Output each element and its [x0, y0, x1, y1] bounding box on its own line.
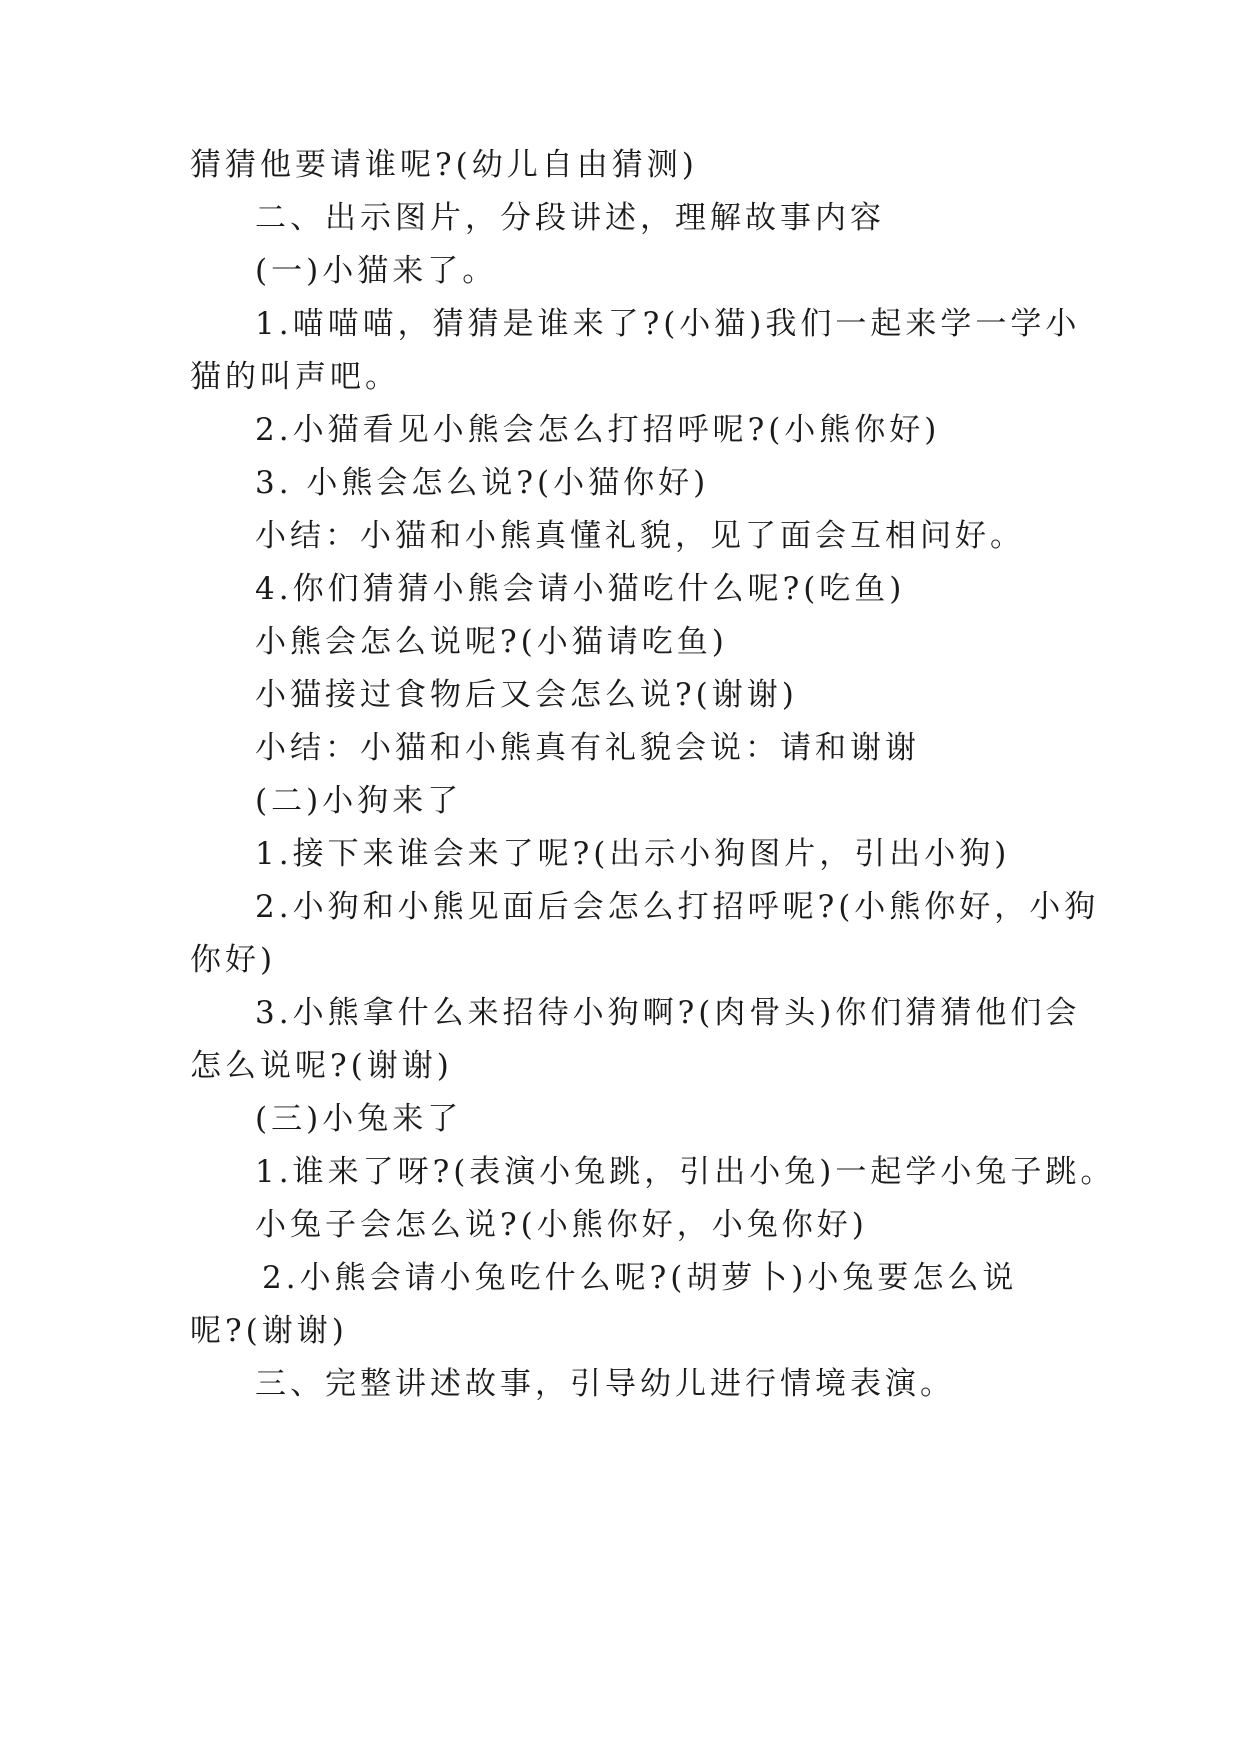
- text-line: 小猫接过食物后又会怎么说?(谢谢): [255, 677, 798, 713]
- text-line: 猫的叫声吧。: [190, 359, 400, 395]
- summary-line: 小结：小猫和小熊真懂礼貌，见了面会互相问好。: [255, 518, 1025, 554]
- text-line: 3. 小熊会怎么说?(小猫你好): [255, 465, 710, 501]
- text-line: 怎么说呢?(谢谢): [190, 1048, 453, 1084]
- text-line: 你好): [190, 942, 277, 978]
- text-line: 呢?(谢谢): [190, 1313, 348, 1349]
- text-line: 猜猜他要请谁呢?(幼儿自由猜测): [190, 147, 698, 183]
- text-line: 2.小狗和小熊见面后会怎么打招呼呢?(小熊你好，小狗: [255, 889, 1100, 925]
- text-line: 2.小熊会请小兔吃什么呢?(胡萝卜)小兔要怎么说: [262, 1260, 1018, 1296]
- text-line: 1.接下来谁会来了呢?(出示小狗图片，引出小狗): [255, 836, 1011, 872]
- text-line: 2.小猫看见小熊会怎么打招呼呢?(小熊你好): [255, 412, 941, 448]
- summary-line: 小结：小猫和小熊真有礼貌会说：请和谢谢: [255, 730, 920, 766]
- text-line: 小兔子会怎么说?(小熊你好，小兔你好): [255, 1207, 868, 1243]
- subsection-heading: (二)小狗来了: [255, 783, 463, 819]
- subsection-heading: (三)小兔来了: [255, 1101, 463, 1137]
- section-heading: 二、出示图片，分段讲述，理解故事内容: [255, 200, 885, 236]
- text-line: 小熊会怎么说呢?(小猫请吃鱼): [255, 624, 728, 660]
- text-line: 4.你们猜猜小熊会请小猫吃什么呢?(吃鱼): [255, 571, 906, 607]
- text-line: 1.谁来了呀?(表演小兔跳，引出小兔)一起学小兔子跳。: [255, 1154, 1116, 1190]
- text-line: 3.小熊拿什么来招待小狗啊?(肉骨头)你们猜猜他们会: [255, 995, 1081, 1031]
- subsection-heading: (一)小猫来了。: [255, 253, 498, 289]
- section-heading: 三、完整讲述故事，引导幼儿进行情境表演。: [255, 1366, 955, 1402]
- text-line: 1.喵喵喵，猜猜是谁来了?(小猫)我们一起来学一学小: [255, 306, 1081, 342]
